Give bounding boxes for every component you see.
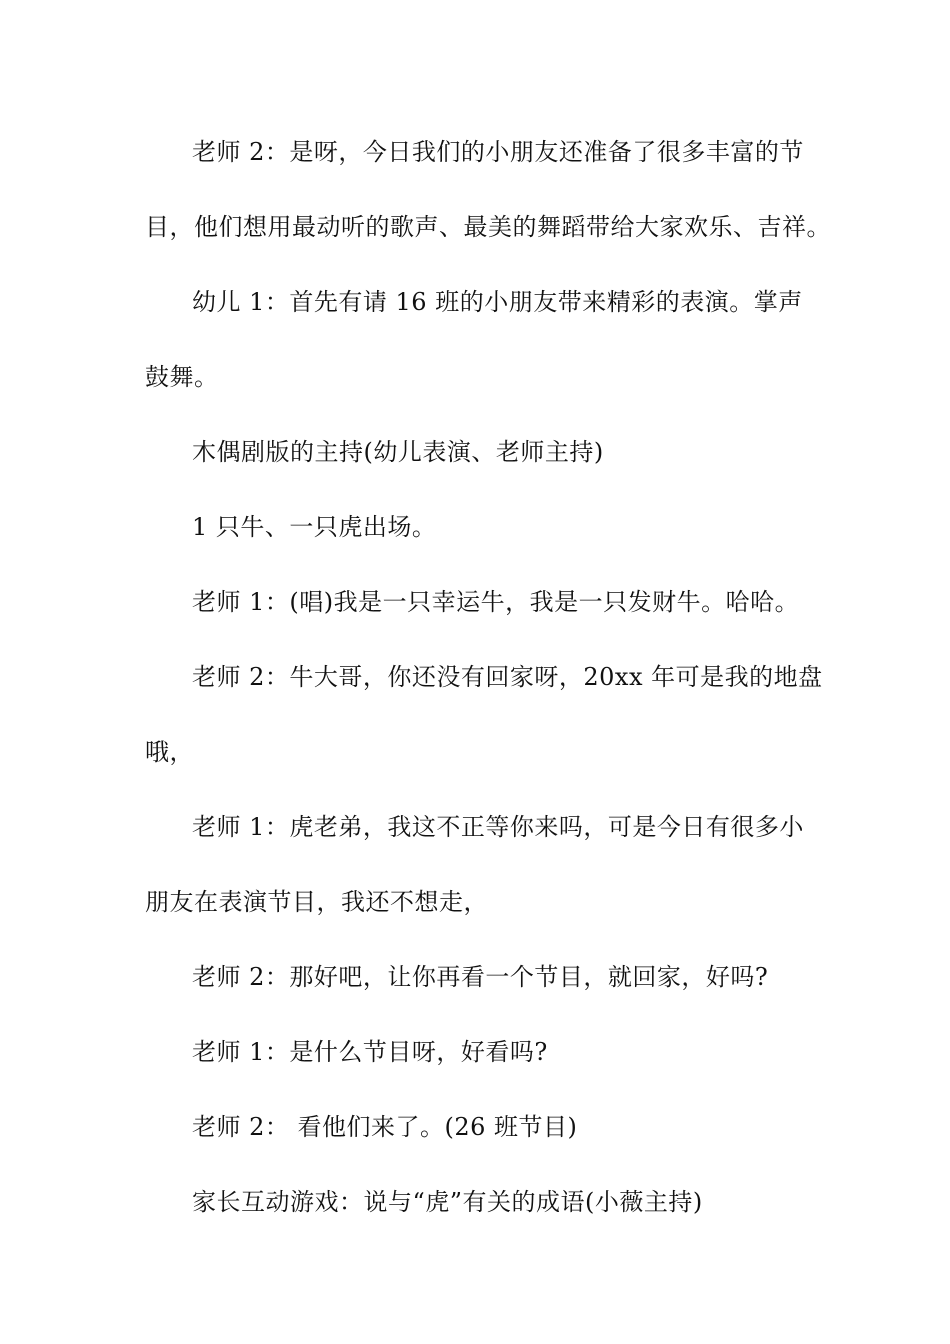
paragraph-1-line-2: 目，他们想用最动听的歌声、最美的舞蹈带给大家欢乐、吉祥。 — [145, 213, 831, 241]
paragraph-5: 老师 1：(唱)我是一只幸运牛，我是一只发财牛。哈哈。 — [192, 588, 800, 616]
paragraph-2-line-2: 鼓舞。 — [145, 363, 219, 391]
paragraph-8: 老师 2：那好吧，让你再看一个节目，就回家，好吗? — [192, 963, 769, 991]
paragraph-11: 家长互动游戏：说与“虎”有关的成语(小薇主持) — [192, 1188, 703, 1216]
paragraph-6-line-1: 老师 2：牛大哥，你还没有回家呀，20xx 年可是我的地盘 — [192, 663, 823, 691]
paragraph-7-line-2: 朋友在表演节目，我还不想走， — [145, 888, 488, 916]
paragraph-3: 木偶剧版的主持(幼儿表演、老师主持) — [192, 438, 604, 466]
paragraph-10: 老师 2： 看他们来了。(26 班节目) — [192, 1113, 578, 1141]
paragraph-7-line-1: 老师 1：虎老弟，我这不正等你来吗，可是今日有很多小 — [192, 813, 804, 841]
paragraph-1-line-1: 老师 2：是呀，今日我们的小朋友还准备了很多丰富的节 — [192, 138, 804, 166]
paragraph-4: 1 只牛、一只虎出场。 — [192, 513, 437, 541]
paragraph-6-line-2: 哦， — [145, 738, 194, 766]
paragraph-2-line-1: 幼儿 1：首先有请 16 班的小朋友带来精彩的表演。掌声 — [192, 288, 803, 316]
paragraph-9: 老师 1：是什么节目呀，好看吗? — [192, 1038, 548, 1066]
